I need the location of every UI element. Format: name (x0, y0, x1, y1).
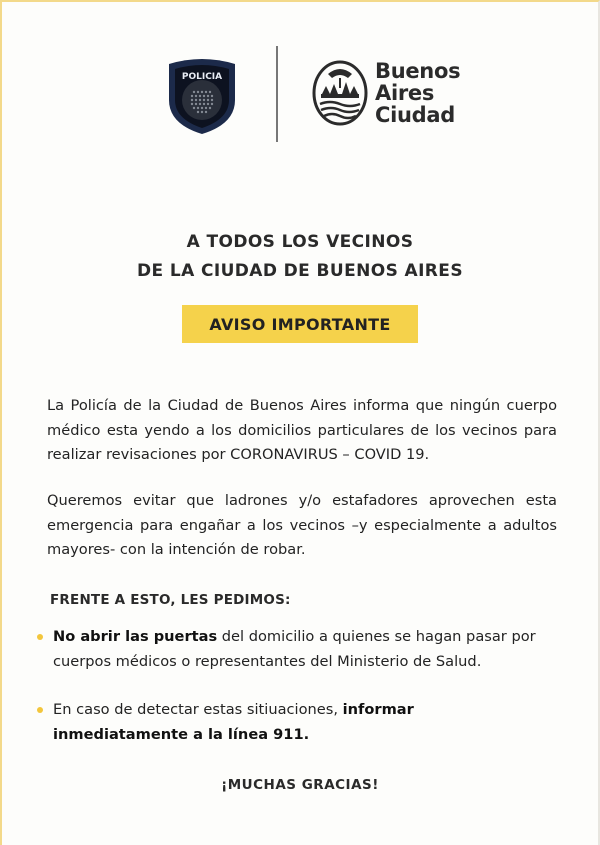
headline-line2: DE LA CIUDAD DE BUENOS AIRES (137, 261, 463, 281)
buenos-aires-emblem-logo (312, 60, 368, 126)
city-wordmark-line3: Ciudad (375, 103, 455, 127)
request-item-bold: No abrir las puertas (53, 628, 218, 645)
info-paragraph: La Policía de la Ciudad de Buenos Aires informa que ningún cuerpo médico esta yendo a los domicilios particulares de los vecinos para realizar revisaciones por CORONAVIRUS – COVID 19. (47, 397, 557, 463)
request-item-text: En caso de detectar estas sitiuaciones, (53, 701, 343, 718)
city-wordmark-line2: Aires (375, 81, 435, 105)
request-item-text: del domicilio a quienes se hagan pasar por cuerpos médicos o representantes del Ministerio de Salud. (53, 628, 536, 670)
important-notice-banner: AVISO IMPORTANTE (182, 305, 418, 343)
svg-text:POLICIA: POLICIA (181, 72, 223, 82)
city-wordmark (375, 60, 460, 126)
city-wordmark-line1: Buenos (375, 59, 461, 83)
request-item-bold: informar inmediatamente a la línea 911. (53, 701, 414, 743)
headline-line1: A TODOS LOS VECINOS (186, 232, 414, 252)
request-item (53, 698, 553, 747)
bullet-dot-icon (37, 634, 43, 640)
request-item (53, 625, 553, 674)
bullet-dot-icon (37, 707, 43, 713)
logo-divider (276, 46, 278, 142)
requests-heading: FRENTE A ESTO, LES PEDIMOS: (50, 592, 291, 608)
closing-thanks: ¡MUCHAS GRACIAS! (221, 777, 379, 793)
warning-paragraph: Queremos evitar que ladrones y/o estafadores aprovechen esta emergencia para engañar a los vecinos –y especialmente a adultos mayores- con la intención de robar. (47, 492, 557, 558)
headline (0, 228, 600, 286)
header-logos (0, 40, 600, 150)
police-badge-logo (163, 56, 241, 136)
